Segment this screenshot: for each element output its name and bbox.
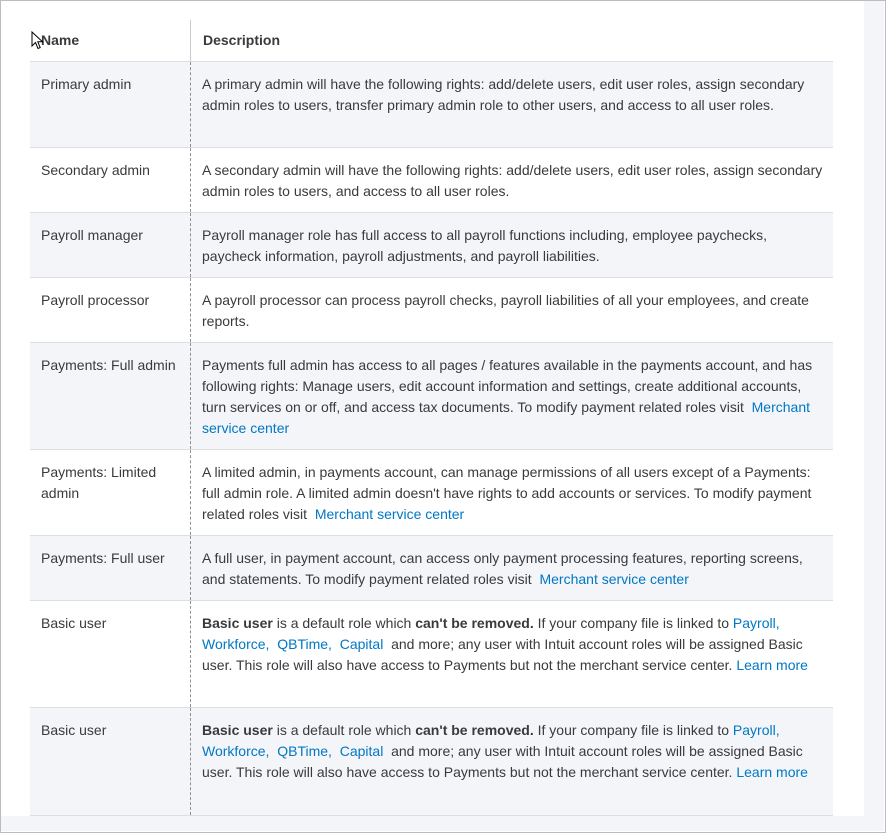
table-header	[30, 20, 833, 61]
qbtime-link[interactable]: QBTime,	[277, 743, 332, 759]
table-row	[30, 600, 833, 707]
capital-link[interactable]: Capital	[339, 636, 384, 652]
merchant-service-center-link[interactable]: Merchant service center	[202, 399, 810, 436]
description-text: If your company file is linked to	[533, 722, 733, 738]
description-text: and more; any user with Intuit account roles will be assigned Basic user. This role will also have access to Payments but not the merchant service center.	[202, 743, 803, 780]
role-description	[190, 536, 833, 600]
qbtime-link[interactable]: QBTime,	[277, 636, 332, 652]
table-row	[30, 212, 833, 277]
role-description: A secondary admin will have the following rights: add/delete users, edit user roles, assign secondary admin roles to users, and access to all user roles.	[190, 148, 833, 212]
role-description	[190, 708, 833, 815]
learn-more-link[interactable]: Learn more	[736, 764, 808, 780]
mouse-cursor-icon	[31, 31, 45, 51]
role-name: Basic user	[41, 722, 107, 738]
role-description: Payroll manager role has full access to all payroll functions including, employee paychecks, paycheck information, payroll adjustments, and payroll liabilities.	[190, 213, 833, 277]
basic-user-bold: Basic user	[202, 722, 273, 738]
vertical-scrollbar[interactable]	[864, 1, 884, 831]
table-row	[30, 449, 833, 535]
role-name: Payroll processor	[41, 292, 150, 308]
description-text: and more; any user with Intuit account roles will be assigned Basic user. This role will also have access to Payments but not the merchant service center.	[202, 636, 803, 673]
description-text: A limited admin, in payments account, can manage permissions of all users except of a Payments: full admin role. A limited admin doesn't have rights to add accounts or services. To modify payment related roles visit	[202, 464, 812, 522]
table-row	[30, 707, 833, 816]
merchant-service-center-link[interactable]: Merchant service center	[539, 571, 689, 587]
role-name: Basic user	[41, 615, 107, 631]
description-text: is a default role which	[272, 722, 416, 738]
payroll-link[interactable]: Payroll,	[732, 722, 780, 738]
role-name: Secondary admin	[41, 162, 150, 178]
role-name: Payments: Full admin	[41, 357, 176, 373]
role-description	[190, 450, 833, 535]
roles-table	[30, 20, 833, 816]
merchant-service-center-link[interactable]: Merchant service center	[314, 506, 465, 522]
basic-user-bold: Basic user	[202, 615, 273, 631]
role-name: Payments: Limited admin	[41, 464, 157, 501]
workforce-link[interactable]: Workforce,	[202, 636, 270, 652]
description-text: is a default role which	[272, 615, 416, 631]
table-row	[30, 277, 833, 342]
description-text: Payments full admin has access to all pages / features available in the payments account, and has following rights: Manage users, edit account information and settings, create additional accounts, turn services on or off, and access tax documents. To modify payment related roles visit	[202, 357, 813, 415]
role-description	[190, 343, 833, 449]
capital-link[interactable]: Capital	[339, 743, 384, 759]
table-row	[30, 342, 833, 449]
cannot-be-removed-bold: can't be removed.	[415, 722, 534, 738]
payroll-link[interactable]: Payroll,	[732, 615, 780, 631]
role-description: A primary admin will have the following rights: add/delete users, edit user roles, assign secondary admin roles to users, transfer primary admin role to other users, and access to all user roles.	[190, 62, 833, 147]
workforce-link[interactable]: Workforce,	[202, 743, 270, 759]
cannot-be-removed-bold: can't be removed.	[415, 615, 534, 631]
description-text: If your company file is linked to	[533, 615, 733, 631]
description-text: A full user, in payment account, can access only payment processing features, reporting screens, and statements. To modify payment related roles visit	[202, 550, 803, 587]
horizontal-scrollbar[interactable]	[1, 816, 884, 831]
role-name: Payroll manager	[41, 227, 143, 243]
role-name: Payments: Full user	[41, 550, 165, 566]
column-header-description[interactable]: Description	[190, 20, 833, 61]
table-row	[30, 535, 833, 600]
role-name: Primary admin	[41, 76, 132, 92]
learn-more-link[interactable]: Learn more	[736, 657, 808, 673]
table-row	[30, 147, 833, 212]
column-header-name[interactable]: Name	[41, 32, 80, 48]
role-description	[190, 601, 833, 707]
table-row	[30, 61, 833, 147]
role-description: A payroll processor can process payroll checks, payroll liabilities of all your employees, and create reports.	[190, 278, 833, 342]
